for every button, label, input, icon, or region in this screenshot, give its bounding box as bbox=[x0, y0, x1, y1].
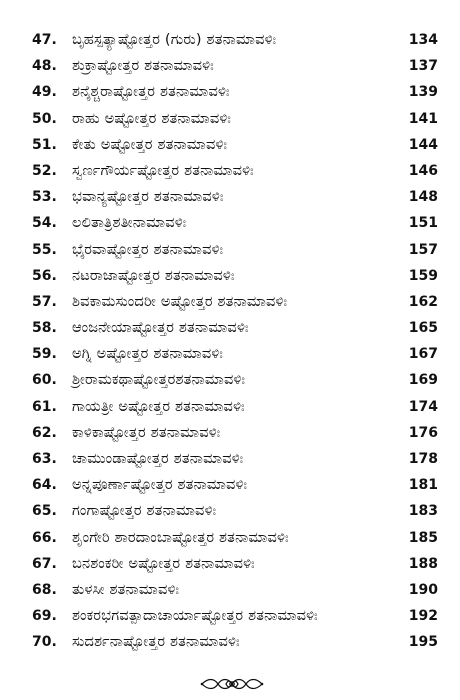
toc-entry bbox=[0, 315, 460, 341]
entry-title: ಶುಕ್ರಾಷ್ಟೋತ್ತರ ಶತನಾಮಾವಳಿಃ bbox=[72, 58, 214, 75]
toc-entry bbox=[0, 289, 460, 315]
entry-title: ಸುದರ್ಶನಾಷ್ಟೋತ್ತರ ಶತನಾಮಾವಳಿಃ bbox=[72, 634, 240, 651]
toc-entry bbox=[0, 446, 460, 472]
entry-page: 190 bbox=[408, 581, 438, 598]
entry-number: 57. bbox=[32, 293, 57, 310]
toc-entry bbox=[0, 367, 460, 393]
entry-page: 146 bbox=[408, 162, 438, 179]
entry-title: ಗಂಗಾಷ್ಟೋತ್ತರ ಶತನಾಮಾವಳಿಃ bbox=[72, 503, 217, 520]
entry-title: ಶಂಕರಭಗವತ್ಪಾದಾಚಾರ್ಯಾಷ್ಟೋತ್ತರ ಶತನಾಮಾವಳಿಃ bbox=[72, 608, 318, 625]
entry-page: 137 bbox=[408, 58, 438, 75]
entry-title: ಅನ್ನಪೂರ್ಣಾಷ್ಟೋತ್ತರ ಶತನಾಮಾವಳಿಃ bbox=[72, 477, 248, 494]
entry-title: ಕೇತು ಅಷ್ಟೋತ್ತರ ಶತನಾಮಾವಳಿಃ bbox=[72, 136, 228, 153]
entry-title: ಸ್ವರ್ಣಗೌರ್ಯಷ್ಟೋತ್ತರ ಶತನಾಮಾವಳಿಃ bbox=[72, 162, 254, 179]
entry-title: ನಟರಾಜಾಷ್ಟೋತ್ತರ ಶತನಾಮಾವಳಿಃ bbox=[72, 267, 235, 284]
toc-entry bbox=[0, 237, 460, 263]
toc-entry bbox=[0, 210, 460, 236]
toc-entry bbox=[0, 132, 460, 158]
entry-title: ಲಲಿತಾತ್ರಿಶತೀನಾಮಾವಳಿಃ bbox=[72, 215, 187, 232]
entry-number: 69. bbox=[32, 608, 57, 625]
entry-title: ಭವಾನ್ಯಷ್ಟೋತ್ತರ ಶತನಾಮಾವಳಿಃ bbox=[72, 189, 224, 206]
toc-entry bbox=[0, 420, 460, 446]
entry-number: 53. bbox=[32, 189, 57, 206]
entry-page: 167 bbox=[408, 346, 438, 363]
entry-page: 159 bbox=[408, 267, 438, 284]
toc-entry bbox=[0, 551, 460, 577]
toc-entry bbox=[0, 263, 460, 289]
toc-entry bbox=[0, 498, 460, 524]
entry-number: 70. bbox=[32, 634, 57, 651]
toc-entry bbox=[0, 27, 460, 53]
entry-page: 195 bbox=[408, 634, 438, 651]
entry-title: ಶನೈಶ್ಚರಾಷ್ಟೋತ್ತರ ಶತನಾಮಾವಳಿಃ bbox=[72, 84, 230, 101]
toc-entry bbox=[0, 158, 460, 184]
entry-page: 141 bbox=[408, 110, 438, 127]
entry-number: 47. bbox=[32, 32, 57, 48]
entry-page: 169 bbox=[408, 372, 438, 389]
entry-number: 63. bbox=[32, 451, 57, 467]
entry-page: 178 bbox=[408, 451, 438, 467]
entry-number: 48. bbox=[32, 58, 57, 75]
toc-entry bbox=[0, 394, 460, 420]
entry-title: ಅಗ್ನಿ ಅಷ್ಟೋತ್ತರ ಶತನಾಮಾವಳಿಃ bbox=[72, 346, 224, 363]
toc-entry bbox=[0, 184, 460, 210]
entry-number: 62. bbox=[32, 424, 57, 441]
toc-entry bbox=[0, 629, 460, 655]
entry-page: 176 bbox=[408, 424, 438, 441]
entry-title: ಬನಶಂಕರೀ ಅಷ್ಟೋತ್ತರ ಶತನಾಮಾವಳಿಃ bbox=[72, 555, 255, 572]
entry-page: 185 bbox=[408, 529, 438, 546]
entry-number: 52. bbox=[32, 162, 57, 179]
entry-number: 67. bbox=[32, 555, 57, 572]
toc-entry bbox=[0, 53, 460, 79]
toc-entry bbox=[0, 577, 460, 603]
entry-page: 151 bbox=[408, 215, 438, 232]
entry-number: 60. bbox=[32, 372, 57, 389]
decorative-flourish-icon bbox=[200, 675, 264, 693]
entry-number: 55. bbox=[32, 241, 57, 258]
entry-number: 49. bbox=[32, 84, 57, 101]
table-of-contents bbox=[0, 27, 460, 656]
entry-number: 56. bbox=[32, 267, 57, 284]
entry-number: 68. bbox=[32, 581, 57, 598]
entry-number: 64. bbox=[32, 477, 57, 494]
entry-title: ಬೃಹಸ್ಪತ್ಯಾಷ್ಟೋತ್ತರ (ಗುರು) ಶತನಾಮಾವಳಿಃ bbox=[72, 32, 277, 48]
toc-entry bbox=[0, 106, 460, 132]
entry-title: ರಾಹು ಅಷ್ಟೋತ್ತರ ಶತನಾಮಾವಳಿಃ bbox=[72, 110, 232, 127]
entry-title: ಶ್ರೀರಾಮಕಥಾಷ್ಟೋತ್ತರಶತನಾಮಾವಳಿಃ bbox=[72, 372, 246, 389]
entry-page: 192 bbox=[408, 608, 438, 625]
entry-page: 174 bbox=[408, 398, 438, 415]
entry-page: 144 bbox=[408, 136, 438, 153]
toc-entry bbox=[0, 341, 460, 367]
toc-entry bbox=[0, 79, 460, 105]
entry-title: ಶೃಂಗೇರಿ ಶಾರದಾಂಬಾಷ್ಟೋತ್ತರ ಶತನಾಮಾವಳಿಃ bbox=[72, 529, 289, 546]
entry-page: 162 bbox=[408, 293, 438, 310]
entry-title: ಭೈರವಾಷ್ಟೋತ್ತರ ಶತನಾಮಾವಳಿಃ bbox=[72, 241, 224, 258]
entry-number: 61. bbox=[32, 398, 57, 415]
entry-page: 139 bbox=[408, 84, 438, 101]
entry-number: 59. bbox=[32, 346, 57, 363]
entry-page: 181 bbox=[408, 477, 438, 494]
entry-number: 65. bbox=[32, 503, 57, 520]
entry-number: 54. bbox=[32, 215, 57, 232]
entry-title: ಕಾಳಿಕಾಷ್ಟೋತ್ತರ ಶತನಾಮಾವಳಿಃ bbox=[72, 424, 221, 441]
entry-number: 50. bbox=[32, 110, 57, 127]
entry-title: ಶಿವಕಾಮಸುಂದರೀ ಅಷ್ಟೋತ್ತರ ಶತನಾಮಾವಳಿಃ bbox=[72, 293, 288, 310]
entry-page: 134 bbox=[408, 32, 438, 48]
entry-number: 51. bbox=[32, 136, 57, 153]
entry-page: 183 bbox=[408, 503, 438, 520]
entry-title: ಗಾಯತ್ರೀ ಅಷ್ಟೋತ್ತರ ಶತನಾಮಾವಳಿಃ bbox=[72, 398, 245, 415]
entry-page: 188 bbox=[408, 555, 438, 572]
toc-entry bbox=[0, 525, 460, 551]
entry-number: 58. bbox=[32, 320, 57, 337]
entry-title: ತುಳಸೀ ಶತನಾಮಾವಳಿಃ bbox=[72, 581, 180, 598]
entry-number: 66. bbox=[32, 529, 57, 546]
entry-title: ಆಂಜನೇಯಾಷ್ಟೋತ್ತರ ಶತನಾಮಾವಳಿಃ bbox=[72, 320, 249, 337]
toc-entry bbox=[0, 603, 460, 629]
entry-page: 165 bbox=[408, 320, 438, 337]
toc-entry bbox=[0, 472, 460, 498]
entry-title: ಚಾಮುಂಡಾಷ್ಟೋತ್ತರ ಶತನಾಮಾವಳಿಃ bbox=[72, 451, 244, 467]
entry-page: 148 bbox=[408, 189, 438, 206]
entry-page: 157 bbox=[408, 241, 438, 258]
